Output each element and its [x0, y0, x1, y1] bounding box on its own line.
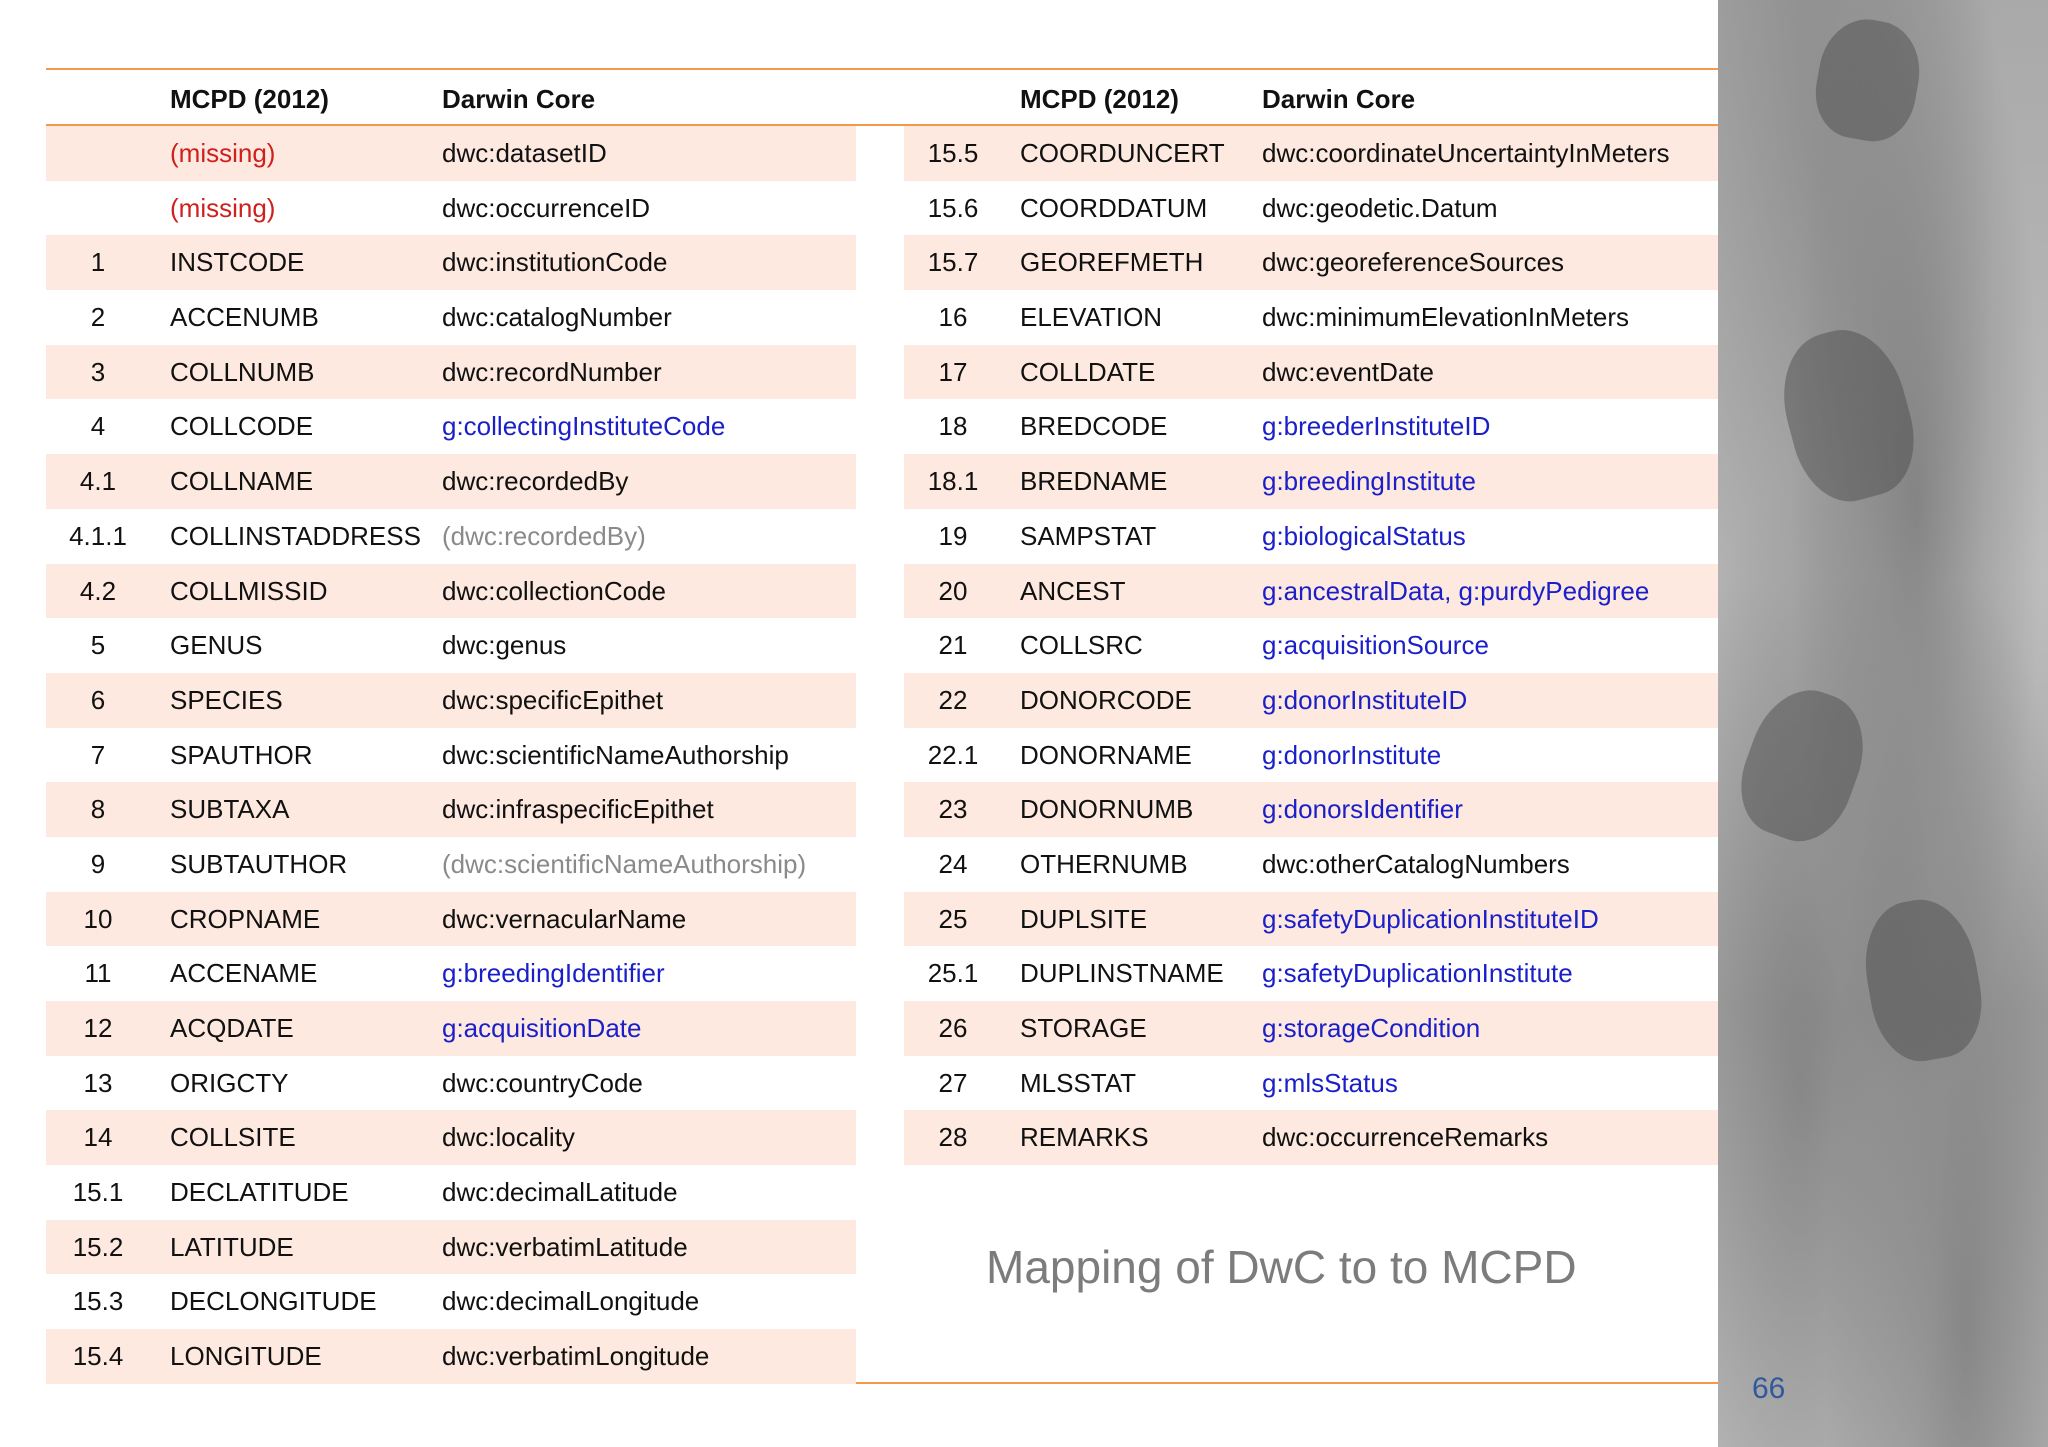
table-row — [904, 946, 1718, 1001]
row-number: 15.5 — [927, 138, 979, 168]
mcpd-code: DONORCODE — [1020, 684, 1192, 715]
table-row — [46, 345, 856, 400]
table-row — [46, 1056, 856, 1111]
page-number: 66 — [1752, 1372, 1786, 1405]
handprint-shape — [1808, 12, 1927, 148]
row-number: 23 — [938, 794, 968, 825]
mcpd-code: BREDNAME — [1020, 466, 1168, 497]
darwin-core-term: dwc:decimalLongitude — [442, 1286, 700, 1317]
darwin-core-term: g:safetyDuplicationInstituteID — [1262, 903, 1599, 934]
table-row — [46, 454, 856, 509]
row-number: 16 — [938, 302, 968, 333]
row-number: 6 — [90, 684, 106, 715]
handprint-shape — [1768, 317, 1928, 512]
darwin-core-term: dwc:minimumElevationInMeters — [1262, 302, 1630, 333]
darwin-core-term: dwc:locality — [442, 1122, 575, 1153]
mcpd-code: DECLONGITUDE — [170, 1286, 377, 1317]
mcpd-code: STORAGE — [1020, 1013, 1147, 1043]
mcpd-code: SUBTAXA — [170, 794, 290, 825]
row-number: 7 — [90, 739, 106, 770]
mcpd-code: DUPLINSTNAME — [1020, 958, 1224, 989]
mcpd-code: COLLMISSID — [170, 575, 328, 606]
darwin-core-term: dwc:countryCode — [442, 1067, 643, 1098]
darwin-core-term: dwc:geodetic.Datum — [1262, 192, 1498, 223]
row-number: 20 — [938, 575, 968, 606]
mcpd-code: ACQDATE — [170, 1013, 294, 1043]
mcpd-code: COLLINSTADDRESS — [170, 520, 421, 551]
darwin-core-term: dwc:coordinateUncertaintyInMeters — [1262, 138, 1670, 168]
row-number: 8 — [90, 794, 106, 825]
table-row — [46, 728, 856, 783]
row-number: 22.1 — [927, 739, 979, 770]
table-row — [46, 673, 856, 728]
table-row — [46, 235, 856, 290]
table-row — [46, 946, 856, 1001]
mcpd-code: COORDDATUM — [1020, 192, 1208, 223]
right-column — [904, 126, 1718, 1165]
darwin-core-term: g:ancestralData, g:purdyPedigree — [1262, 575, 1650, 606]
darwin-core-term: dwc:recordNumber — [442, 356, 662, 387]
darwin-core-term: g:breedingInstitute — [1262, 466, 1476, 497]
darwin-core-term: dwc:institutionCode — [442, 247, 668, 278]
mcpd-code: ACCENUMB — [170, 302, 319, 333]
row-number: 21 — [938, 630, 968, 661]
mcpd-code: SPAUTHOR — [170, 739, 313, 770]
row-number: 19 — [938, 520, 968, 551]
table-row — [904, 126, 1718, 181]
table-row — [904, 454, 1718, 509]
mcpd-code: GEOREFMETH — [1020, 247, 1204, 278]
table-row — [904, 181, 1718, 236]
darwin-core-term: dwc:collectionCode — [442, 575, 667, 606]
table-row — [46, 1220, 856, 1275]
mcpd-code: DUPLSITE — [1020, 903, 1148, 934]
mcpd-code: COLLNUMB — [170, 356, 315, 387]
mcpd-code: DONORNAME — [1020, 739, 1192, 770]
table-row — [46, 509, 856, 564]
table-row — [904, 728, 1718, 783]
table-row — [904, 1056, 1718, 1111]
mcpd-code: ORIGCTY — [170, 1067, 289, 1098]
darwin-core-term: g:safetyDuplicationInstitute — [1262, 958, 1573, 989]
mcpd-code: DONORNUMB — [1020, 794, 1194, 825]
table-row — [46, 618, 856, 673]
mcpd-code: CROPNAME — [170, 903, 321, 934]
mcpd-code: INSTCODE — [170, 247, 305, 278]
darwin-core-term: dwc:specificEpithet — [442, 684, 664, 715]
mcpd-code: ELEVATION — [1020, 302, 1163, 333]
darwin-core-term: g:biologicalStatus — [1262, 520, 1466, 551]
table-row — [46, 1001, 856, 1056]
slide-title: Mapping of DwC to to MCPD — [986, 1241, 1577, 1293]
row-number: 22 — [938, 684, 968, 715]
darwin-core-term: dwc:recordedBy — [442, 466, 629, 497]
header-left-dwc: Darwin Core — [442, 84, 596, 114]
darwin-core-term: dwc:occurrenceRemarks — [1262, 1122, 1549, 1153]
darwin-core-term: dwc:catalogNumber — [442, 302, 672, 333]
row-number: 2 — [90, 302, 106, 333]
darwin-core-term: dwc:genus — [442, 630, 567, 661]
row-number: 27 — [938, 1067, 968, 1098]
row-number: 15.3 — [72, 1286, 124, 1317]
row-number: 1 — [90, 247, 106, 278]
row-number: 17 — [938, 356, 968, 387]
row-number: 5 — [90, 630, 106, 661]
table-row — [46, 290, 856, 345]
table-row — [904, 509, 1718, 564]
mcpd-code: SPECIES — [170, 684, 283, 715]
row-number: 11 — [84, 958, 112, 989]
row-number: 28 — [938, 1122, 968, 1153]
table-row — [904, 618, 1718, 673]
row-number: 25.1 — [927, 958, 979, 989]
table-row — [904, 290, 1718, 345]
row-number: 3 — [90, 356, 106, 387]
mcpd-code: SAMPSTAT — [1020, 520, 1157, 551]
table-row — [904, 564, 1718, 619]
mcpd-code: GENUS — [170, 630, 263, 661]
mcpd-code: ACCENAME — [170, 958, 318, 989]
mcpd-code: LATITUDE — [170, 1231, 294, 1262]
row-number: 4.1.1 — [69, 520, 127, 551]
darwin-core-term: g:donorsIdentifier — [1262, 794, 1463, 825]
mcpd-code: COORDUNCERT — [1020, 138, 1225, 168]
left-column — [46, 126, 856, 1384]
row-number: 4.2 — [79, 575, 117, 606]
row-number: 26 — [938, 1013, 968, 1043]
darwin-core-term: dwc:scientificNameAuthorship — [442, 739, 789, 770]
table-row — [904, 235, 1718, 290]
row-number: 15.2 — [72, 1231, 124, 1262]
mcpd-code: (missing) — [170, 192, 276, 223]
table-row — [904, 399, 1718, 454]
darwin-core-term: dwc:infraspecificEpithet — [442, 794, 714, 825]
mcpd-code: COLLNAME — [170, 466, 314, 497]
mcpd-code: LONGITUDE — [170, 1341, 322, 1372]
row-number: 14 — [83, 1122, 113, 1153]
handprint-shape — [1726, 676, 1881, 855]
mcpd-code: BREDCODE — [1020, 411, 1168, 442]
row-number: 15.6 — [927, 192, 979, 223]
darwin-core-term: dwc:vernacularName — [442, 903, 687, 934]
mcpd-code: MLSSTAT — [1020, 1067, 1137, 1098]
handprint-shape — [1855, 892, 1991, 1069]
darwin-core-term: g:acquisitionDate — [442, 1013, 642, 1043]
handprint-photo — [1718, 0, 2048, 1447]
darwin-core-term: dwc:georeferenceSources — [1262, 247, 1565, 278]
table-row — [904, 837, 1718, 892]
darwin-core-term: (dwc:recordedBy) — [442, 520, 646, 551]
mcpd-code: SUBTAUTHOR — [170, 848, 348, 879]
table-row — [904, 345, 1718, 400]
darwin-core-term: g:mlsStatus — [1262, 1067, 1398, 1098]
row-number: 4.1 — [79, 466, 117, 497]
mcpd-code: COLLDATE — [1020, 356, 1156, 387]
table-row — [46, 1110, 856, 1165]
mcpd-code: COLLSITE — [170, 1122, 296, 1153]
mcpd-code: REMARKS — [1020, 1122, 1149, 1153]
darwin-core-term: g:breederInstituteID — [1262, 411, 1491, 442]
table-row — [904, 892, 1718, 947]
darwin-core-term: g:donorInstitute — [1262, 739, 1442, 770]
darwin-core-term: dwc:verbatimLatitude — [442, 1231, 688, 1262]
darwin-core-term: dwc:verbatimLongitude — [442, 1341, 710, 1372]
table-row — [46, 1274, 856, 1329]
header-right-dwc: Darwin Core — [1262, 84, 1416, 114]
mapping-table — [46, 68, 1718, 1384]
row-number: 25 — [938, 903, 968, 934]
darwin-core-term: (dwc:scientificNameAuthorship) — [442, 848, 807, 879]
darwin-core-term: dwc:decimalLatitude — [442, 1177, 678, 1208]
table-row — [46, 181, 856, 236]
table-header — [46, 70, 1718, 126]
table-row — [46, 782, 856, 837]
row-number: 12 — [83, 1013, 113, 1043]
darwin-core-term: g:collectingInstituteCode — [442, 411, 726, 442]
darwin-core-term: g:breedingIdentifier — [442, 958, 665, 989]
row-number: 18.1 — [927, 466, 979, 497]
table-row — [904, 782, 1718, 837]
table-row — [46, 1329, 856, 1384]
table-row — [904, 1110, 1718, 1165]
row-number: 15.7 — [927, 247, 979, 278]
row-number: 15.4 — [72, 1341, 124, 1372]
darwin-core-term: g:storageCondition — [1262, 1013, 1481, 1043]
darwin-core-term: dwc:otherCatalogNumbers — [1262, 848, 1570, 879]
table-row — [46, 837, 856, 892]
darwin-core-term: g:donorInstituteID — [1262, 684, 1468, 715]
mcpd-code: ANCEST — [1020, 575, 1126, 606]
darwin-core-term: g:acquisitionSource — [1262, 630, 1489, 661]
darwin-core-term: dwc:datasetID — [442, 138, 607, 168]
row-number: 4 — [90, 411, 106, 442]
row-number: 9 — [90, 848, 106, 879]
row-number: 18 — [938, 411, 968, 442]
header-left-mcpd: MCPD (2012) — [170, 84, 329, 114]
mcpd-code: COLLCODE — [170, 411, 314, 442]
table-row — [46, 126, 856, 181]
row-number: 15.1 — [72, 1177, 124, 1208]
row-number: 24 — [938, 848, 968, 879]
mcpd-code: (missing) — [170, 138, 276, 168]
darwin-core-term: dwc:occurrenceID — [442, 192, 651, 223]
table-row — [46, 1165, 856, 1220]
table-row — [904, 673, 1718, 728]
table-row — [46, 399, 856, 454]
row-number: 13 — [83, 1067, 113, 1098]
mcpd-code: COLLSRC — [1020, 630, 1143, 661]
table-row — [46, 564, 856, 619]
row-number: 10 — [83, 903, 113, 934]
darwin-core-term: dwc:eventDate — [1262, 356, 1434, 387]
mcpd-code: DECLATITUDE — [170, 1177, 349, 1208]
header-right-mcpd: MCPD (2012) — [1020, 84, 1179, 114]
table-row — [904, 1001, 1718, 1056]
mcpd-code: OTHERNUMB — [1020, 848, 1188, 879]
table-row — [46, 892, 856, 947]
